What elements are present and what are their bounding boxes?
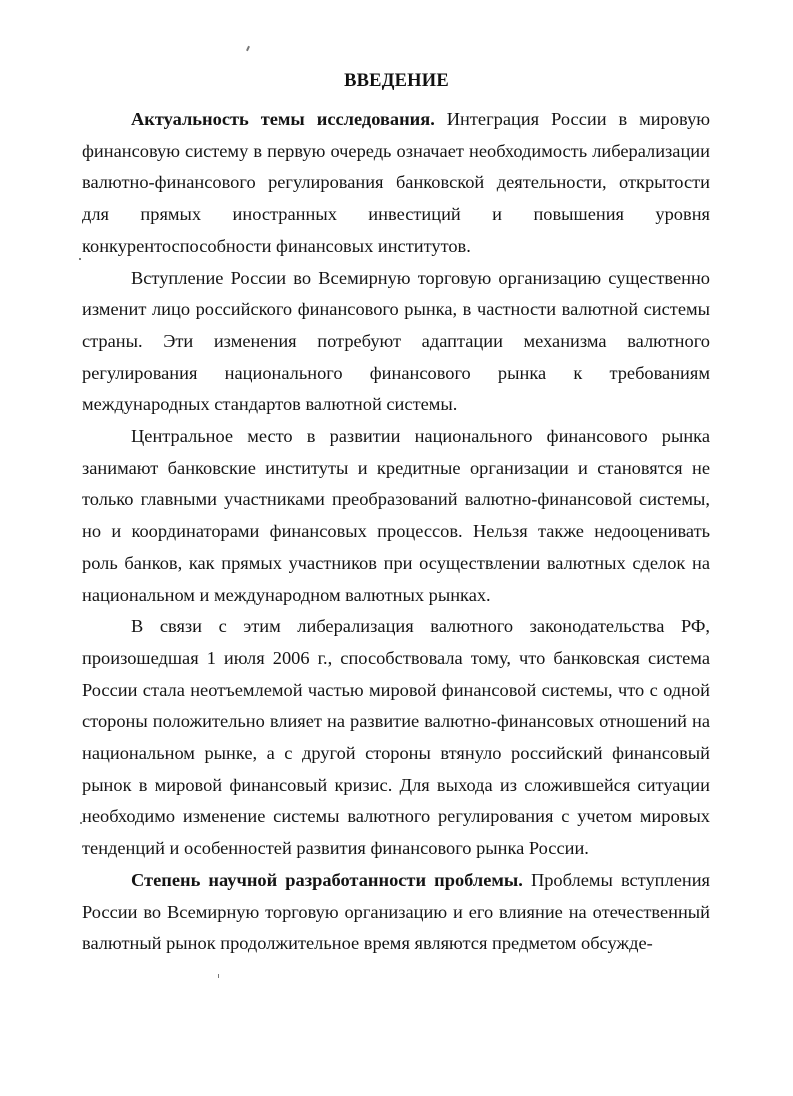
paragraph-body: Вступление России во Всемирную торговую организацию существенно изменит лицо российского финансового рынка, в частности валютной системы страны. Эти изменения потребуют адаптации механизма валютного регулирования национального финансового рынка к требованиям международных стандартов валютной системы. bbox=[82, 267, 710, 415]
scan-speck bbox=[218, 974, 219, 978]
paragraph-banks bbox=[82, 421, 710, 611]
section-heading: ВВЕДЕНИЕ bbox=[344, 71, 449, 91]
paragraph-body: Центральное место в развитии национального финансового рынка занимают банковские институты и кредитные организации и становятся не только главными участниками преобразований валютно-финансовой системы, но и координаторами финансовых процессов. Нельзя также недооценивать роль банков, как прямых участников при осуществлении валютных сделок на национальном и международном валютных рынках. bbox=[82, 426, 710, 605]
paragraph-liberalization bbox=[82, 611, 710, 865]
paragraph-body: Проблемы вступления России во Всемирную торговую организацию и его влияние на отечественный валютный рынок продолжительное время являются предметом обсужде- bbox=[82, 869, 710, 954]
scan-speck bbox=[246, 46, 250, 51]
paragraph-wto bbox=[82, 263, 710, 422]
body-text bbox=[82, 104, 710, 960]
paragraph-lead: Степень научной разработанности проблемы. bbox=[131, 869, 523, 890]
scan-speck bbox=[79, 258, 81, 260]
paragraph-relevance bbox=[82, 104, 710, 263]
paragraph-lead: Актуальность темы исследования. bbox=[131, 109, 435, 129]
paragraph-research-degree bbox=[82, 865, 710, 960]
paragraph-body: В связи с этим либерализация валютного законодательства РФ, произошедшая 1 июля 2006 г., способствовала тому, что банковская система России стала неотъемлемой частью мировой финансовой системы, что с одной стороны положительно влияет на развитие валютно-финансовых отношений на национальном рынке, а с другой стороны втянуло российский финансовый рынок в мировой финансовый кризис. Для выхода из сложившейся ситуации необходимо изменение системы валютного регулирования с учетом мировых тенденций и особенностей развития финансового рынка России. bbox=[82, 616, 710, 859]
paragraph-body: Интеграция России в мировую финансовую систему в первую очередь означает необходимость либерализации валютно-финансового регулирования банковской деятельности, открытости для прямых иностранных инвестиций и повышения уровня конкурентоспособности финансовых институтов. bbox=[82, 109, 711, 256]
